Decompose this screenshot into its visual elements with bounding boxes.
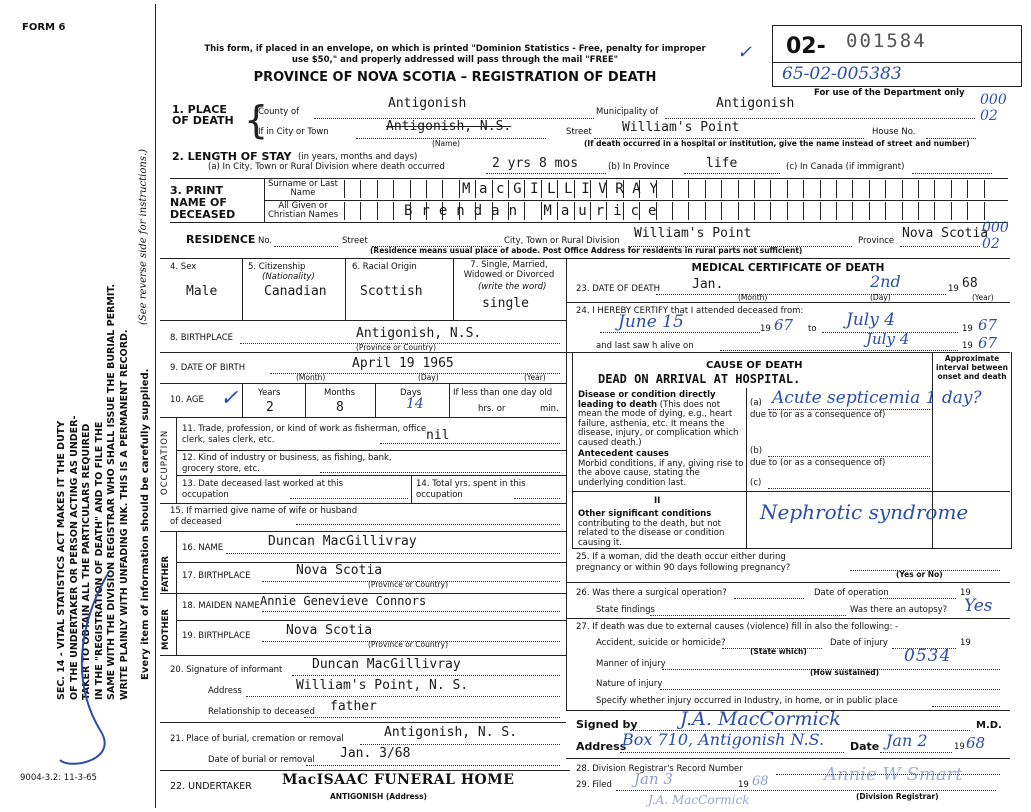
name-char-box [672, 202, 689, 220]
burial-value: Antigonish, N. S. [384, 725, 518, 740]
disease-sub: (This does not mean the mode of dying, e.g., heart failure, asthenia, etc. It means the disease, injury, or complication which caused death.) [578, 399, 739, 448]
dept-use: For use of the Department only [814, 88, 965, 98]
undertaker-value: MacISAAC FUNERAL HOME [282, 772, 515, 788]
surname-value: MacGILLIVRAY [462, 181, 667, 197]
margin-law-line: IN THE "REGISTRATION OF DEATH" AND TO FILE THE [93, 421, 105, 700]
registrar-label: (Division Registrar) [856, 792, 939, 801]
given-value: Brendan Maurice [404, 203, 666, 219]
cause-b: (b) [750, 446, 763, 456]
age-years: 2 [266, 400, 274, 415]
stay-a-value: 2 yrs 8 mos [492, 156, 579, 171]
name-char-box [344, 202, 361, 220]
signed-label: Signed by [576, 718, 638, 731]
dod-day: 2nd [870, 272, 901, 291]
marital-label: 7. Single, Married, Widowed or Divorced [463, 260, 555, 280]
county-value: Antigonish [388, 96, 467, 111]
name-char-box [738, 180, 755, 198]
hrs-label: hrs. or [478, 404, 506, 414]
name-char-box [951, 202, 968, 220]
name-char-box [836, 202, 853, 220]
certify-from: June 15 [618, 312, 684, 332]
surname-label: Surname or Last Name [267, 179, 339, 198]
address-label: Address [576, 740, 627, 753]
sex-value: Male [186, 284, 218, 299]
name-char-box [721, 180, 738, 198]
cause-box [572, 352, 1012, 549]
sign-19: 19 [954, 742, 965, 752]
stay-a-label: (a) In City, Town or Rural Division where death occurred [208, 162, 445, 172]
father-birthplace-label: 17. BIRTHPLACE [182, 571, 251, 581]
margin-law-line: SEC. 14 - VITAL STATISTICS ACT MAKES IT THE DUTY [56, 420, 67, 700]
house-label: House No. [872, 127, 916, 137]
record-number-label: 28. Division Registrar's Record Number [576, 764, 743, 774]
name-hint: (Name) [432, 139, 460, 148]
dead-on-arrival: DEAD ON ARRIVAL AT HOSPITAL. [598, 372, 801, 386]
filed-year: 68 [752, 774, 769, 789]
spouse-label: 15. If married give name of wife or husband of deceased [170, 506, 358, 527]
name-char-box [902, 202, 919, 220]
name-char-box [393, 180, 410, 198]
certify-to-value: July 4 [846, 310, 896, 330]
ante-sub: Morbid conditions, if any, giving rise to the above cause, stating the underlying condition last. [578, 458, 744, 488]
given-label: All Given or Christian Names [267, 201, 339, 220]
name-char-box [984, 202, 1001, 220]
dod-year: 68 [962, 276, 978, 291]
cause-c: (c) [750, 478, 762, 488]
marital-sub: (write the word) [478, 282, 547, 292]
occ11-value: nil [426, 428, 450, 443]
occ13-label: 13. Date deceased last worked at this occupation [182, 479, 344, 500]
stay-c-label: (c) In Canada (if immigrant) [786, 162, 905, 172]
res-province-value: Nova Scotia [902, 226, 989, 241]
name-char-box [803, 180, 820, 198]
mother-birthplace-sub: (Province or Country) [368, 640, 448, 649]
dob-year: (Year) [524, 373, 546, 382]
father-birthplace-sub: (Province or Country) [368, 580, 448, 589]
certify-to: to [808, 324, 817, 334]
name-char-box [984, 180, 1001, 198]
due-to-2: due to (or as a consequence of) [750, 458, 886, 468]
name-char-box [787, 180, 804, 198]
pregnancy-label: 25. If a woman, did the death occur either during pregnancy or within 90 days following pregnancy? [576, 552, 791, 573]
dob-value: April 19 1965 [352, 356, 454, 371]
name-char-box [902, 180, 919, 198]
name-char-box [820, 202, 837, 220]
dob-day: (Day) [418, 373, 439, 382]
last-seen-label: and last saw h alive on [596, 341, 694, 351]
other-label: Other significant conditions [578, 509, 712, 519]
name-char-box [820, 180, 837, 198]
mother-birthplace-value: Nova Scotia [286, 623, 373, 638]
relationship-label: Relationship to deceased [208, 707, 315, 717]
burial-date-label: Date of burial or removal [208, 755, 315, 765]
municipality-value: Antigonish [716, 96, 795, 111]
autopsy-value: Yes [964, 596, 993, 616]
age-label: 10. AGE [170, 395, 204, 405]
undertaker-label: 22. UNDERTAKER [170, 781, 252, 792]
cause-title: CAUSE OF DEATH [706, 360, 803, 371]
state-which: (State which) [750, 647, 807, 656]
name-char-box [705, 202, 722, 220]
less-one-day: If less than one day old [453, 388, 553, 398]
name-char-box [885, 202, 902, 220]
certify-label: 24. I HEREBY CERTIFY that I attended deceased from: [576, 306, 804, 316]
specify-label: Specify whether injury occurred in Industry, in home, or in public place [596, 696, 898, 706]
burial-date: Jan. 3/68 [340, 746, 411, 761]
res-province-label: Province [858, 236, 895, 246]
municipality-label: Municipality of [596, 107, 659, 117]
registrar-signature: Annie W Smart [824, 764, 963, 785]
res-no-label: No. [258, 236, 273, 246]
maiden-label: 18. MAIDEN NAME [182, 601, 260, 611]
dod-month: Jan. [692, 277, 724, 292]
name-char-box [770, 180, 787, 198]
length-of-stay-label: 2. LENGTH OF STAY [172, 150, 292, 163]
age-years-label: Years [258, 388, 281, 398]
occupation-label: OCCUPATION [160, 429, 170, 495]
name-char-box [770, 202, 787, 220]
reg-number: 001584 [846, 30, 927, 52]
dob-month: (Month) [296, 373, 326, 382]
injury-date-label: Date of injury [830, 638, 888, 648]
external-label: 27. If death was due to external causes (violence) fill in also the following: - [576, 622, 899, 632]
birthplace-sub: (Province or Country) [356, 343, 436, 352]
birthplace-value: Antigonish, N.S. [356, 326, 482, 341]
relationship-value: father [330, 699, 377, 714]
surgery-label: 26. Was there a surgical operation? [576, 588, 727, 598]
name-char-box [344, 180, 361, 198]
how-sustained: (How sustained) [810, 668, 880, 677]
certify-y2: 67 [978, 316, 998, 334]
age-days-label: Days [400, 388, 422, 398]
residence-note: (Residence means usual place of abode. Post Office Address for residents in rural parts not sufficient) [370, 246, 803, 255]
stay-b-value: life [706, 156, 738, 171]
name-char-box [410, 180, 427, 198]
dod-year-sub: (Year) [972, 293, 994, 302]
ante-label: Antecedent causes [578, 449, 669, 459]
nature-label: Nature of injury [596, 679, 663, 689]
certify-19a: 19 [760, 324, 771, 334]
accident-label: Accident, suicide or homicide? [596, 638, 726, 648]
name-char-box [869, 180, 886, 198]
form-title: PROVINCE OF NOVA SCOTIA – REGISTRATION OF DEATH [253, 70, 657, 85]
informant-value: Duncan MacGillivray [312, 657, 461, 672]
name-char-box [754, 202, 771, 220]
disease-label: Disease or condition directly leading to death [578, 390, 716, 410]
certify-y3: 67 [978, 334, 998, 352]
brace: { [244, 98, 269, 142]
last-seen-value: July 4 [866, 330, 910, 348]
county-label: County of [258, 107, 300, 117]
dod-19: 19 [948, 284, 959, 294]
mother-birthplace-label: 19. BIRTHPLACE [182, 631, 251, 641]
name-char-box [951, 180, 968, 198]
informant-address: William's Point, N. S. [296, 678, 469, 693]
signed-value: J.A. MacCormick [680, 708, 841, 730]
age-days: 14 [406, 396, 424, 412]
dob-label: 9. DATE OF BIRTH [170, 363, 246, 373]
margin-law-line: SAME WITH THE DIVISION REGISTRAR WHO SHALL ISSUE THE BURIAL PERMIT. [106, 283, 117, 700]
manner-label: Manner of injury [596, 659, 666, 669]
min-label: min. [540, 404, 559, 414]
name-char-box [852, 202, 869, 220]
age-months: 8 [336, 400, 344, 415]
city-value: Antigonish, N.S. [386, 119, 512, 134]
name-char-box [852, 180, 869, 198]
form-label: FORM 6 [22, 22, 66, 33]
name-char-box [377, 180, 394, 198]
op-19: 19 [960, 588, 971, 598]
cause-a-value: Acute septicemia 1 day? [772, 388, 982, 408]
approx-interval: Approximate interval between onset and death [936, 354, 1008, 381]
sign-date-label: Date [850, 740, 880, 753]
name-char-box [967, 202, 984, 220]
injury-19: 19 [960, 638, 971, 648]
place-of-death-label [172, 104, 234, 126]
marital-value: single [482, 296, 529, 311]
name-char-box [918, 202, 935, 220]
informant-address-label: Address [208, 686, 242, 696]
residence-codes: 000 02 [982, 220, 1009, 252]
op-date-label: Date of operation [814, 588, 889, 598]
name-char-box [442, 180, 459, 198]
street-label: Street [566, 127, 592, 137]
place-codes: 000 02 [980, 92, 1007, 124]
dod-month-sub: (Month) [738, 293, 768, 302]
citizenship-label: 5. Citizenship [248, 262, 306, 272]
mail-notice [190, 44, 720, 66]
check-mark: ✓ [737, 42, 753, 63]
father-label: FATHER [161, 555, 171, 592]
name-char-box [918, 180, 935, 198]
sign-date: Jan 2 [886, 731, 928, 750]
dod-label: 23. DATE OF DEATH [576, 284, 660, 294]
hospital-note: (If death occurred in a hospital or institution, give the name instead of street and number) [584, 139, 970, 148]
other-value: Nephrotic syndrome [760, 500, 969, 524]
street-value: William's Point [622, 120, 740, 135]
citizenship-value: Canadian [264, 284, 327, 299]
maiden-value: Annie Genevieve Connors [260, 594, 427, 608]
name-char-box [688, 180, 705, 198]
certify-y1: 67 [774, 316, 794, 334]
name-char-box [934, 180, 951, 198]
informant-label: 20. Signature of informant [170, 665, 283, 675]
residence-label: RESIDENCE [186, 233, 256, 246]
print-name-label: 3. PRINT NAME OF DECEASED [170, 184, 236, 221]
stay-b-label: (b) In Province [608, 162, 670, 172]
name-char-box [869, 202, 886, 220]
occ12-label: 12. Kind of industry or business, as fishing, bank, grocery store, etc. [182, 453, 392, 474]
margin-every-item: Every item of information should be carefully supplied. [140, 368, 151, 680]
margin-law-line: OF THE UNDERTAKER OR PERSON ACTING AS UNDER- [68, 415, 80, 700]
length-sub: (in years, months and days) [298, 152, 418, 162]
hand-number: 65-02-005383 [782, 64, 902, 84]
name-char-box [967, 180, 984, 198]
s1-label: 1. PLACE OF DEATH [172, 103, 234, 127]
city-label: If in City or Town [258, 127, 329, 137]
margin-ink-scribble [40, 560, 160, 780]
sign-year: 68 [966, 734, 986, 752]
medical-title: MEDICAL CERTIFICATE OF DEATH [691, 262, 885, 274]
name-char-box [836, 180, 853, 198]
margin-law-line: WRITE PLAINLY WITH UNFADING INK. THIS IS A PERMANENT RECORD. [118, 329, 130, 700]
filed-below-signature: J.A. MacCormick [648, 793, 750, 807]
citizenship-sub: (Nationality) [262, 272, 315, 282]
father-name-value: Duncan MacGillivray [268, 534, 417, 549]
other-sub: contributing to the death, but not related to the disease or condition causing it. [578, 518, 725, 548]
autopsy-label: Was there an autopsy? [850, 605, 948, 615]
section-ii: II [654, 496, 661, 506]
filed-label: 29. Filed [576, 780, 612, 790]
form-code: 9004-3.2: 11-3-65 [20, 773, 97, 783]
notice-line: This form, if placed in an envelope, on which is printed "Dominion Statistics - Free, penalty for improper [204, 44, 706, 54]
occ14-label: 14. Total yrs. spent in this occupation [416, 479, 526, 500]
res-city-label: City, Town or Rural Division [504, 236, 620, 246]
name-char-box [672, 180, 689, 198]
mother-label: MOTHER [161, 609, 171, 650]
res-street-label: Street [342, 236, 368, 246]
age-months-label: Months [324, 388, 356, 398]
father-name-label: 16. NAME [182, 543, 224, 553]
signed-address: Box 710, Antigonish N.S. [622, 730, 825, 749]
birthplace-label: 8. BIRTHPLACE [170, 333, 234, 343]
yes-no: (Yes or No) [896, 570, 943, 579]
racial-label: 6. Racial Origin [352, 262, 417, 272]
name-char-box [803, 202, 820, 220]
due-to-1: due to (or as a consequence of) [750, 410, 886, 420]
reg-prefix: 02- [786, 34, 826, 59]
father-birthplace-value: Nova Scotia [296, 563, 383, 578]
md-label: M.D. [976, 720, 1002, 731]
name-char-box [738, 202, 755, 220]
name-char-box [360, 202, 377, 220]
name-char-box [426, 180, 443, 198]
margin-law-line: TAKER TO OBTAIN ALL THE PARTICULARS REQUIRED [81, 423, 92, 700]
certify-19b: 19 [962, 324, 973, 334]
name-char-box [754, 180, 771, 198]
burial-label: 21. Place of burial, cremation or removal [170, 734, 344, 744]
filed-date: Jan 3 [634, 770, 673, 788]
name-char-box [688, 202, 705, 220]
cause-a: (a) [750, 398, 762, 408]
racial-value: Scottish [360, 284, 423, 299]
dod-day-sub: (Day) [870, 293, 891, 302]
name-char-box [377, 202, 394, 220]
sex-label: 4. Sex [170, 262, 197, 272]
certify-19c: 19 [962, 341, 973, 351]
occ11-label: 11. Trade, profession, or kind of work as fisherman, office clerk, sales clerk, etc. [182, 424, 427, 445]
name-char-box [705, 180, 722, 198]
name-char-box [787, 202, 804, 220]
name-char-box [721, 202, 738, 220]
undertaker-address: ANTIGONISH (Address) [330, 792, 427, 801]
injury-code: 0534 [904, 646, 952, 666]
name-char-box [360, 180, 377, 198]
findings-label: State findings [596, 605, 655, 615]
name-char-box [885, 180, 902, 198]
age-checkmark: ✓ [220, 386, 239, 411]
margin-instructions: (See reverse side for instructions.) [138, 148, 149, 325]
res-city-value: William's Point [634, 226, 752, 241]
filed-19: 19 [738, 780, 749, 790]
notice-line: use $50," and properly addressed will pass through the mail "FREE" [291, 55, 619, 65]
name-char-box [934, 202, 951, 220]
